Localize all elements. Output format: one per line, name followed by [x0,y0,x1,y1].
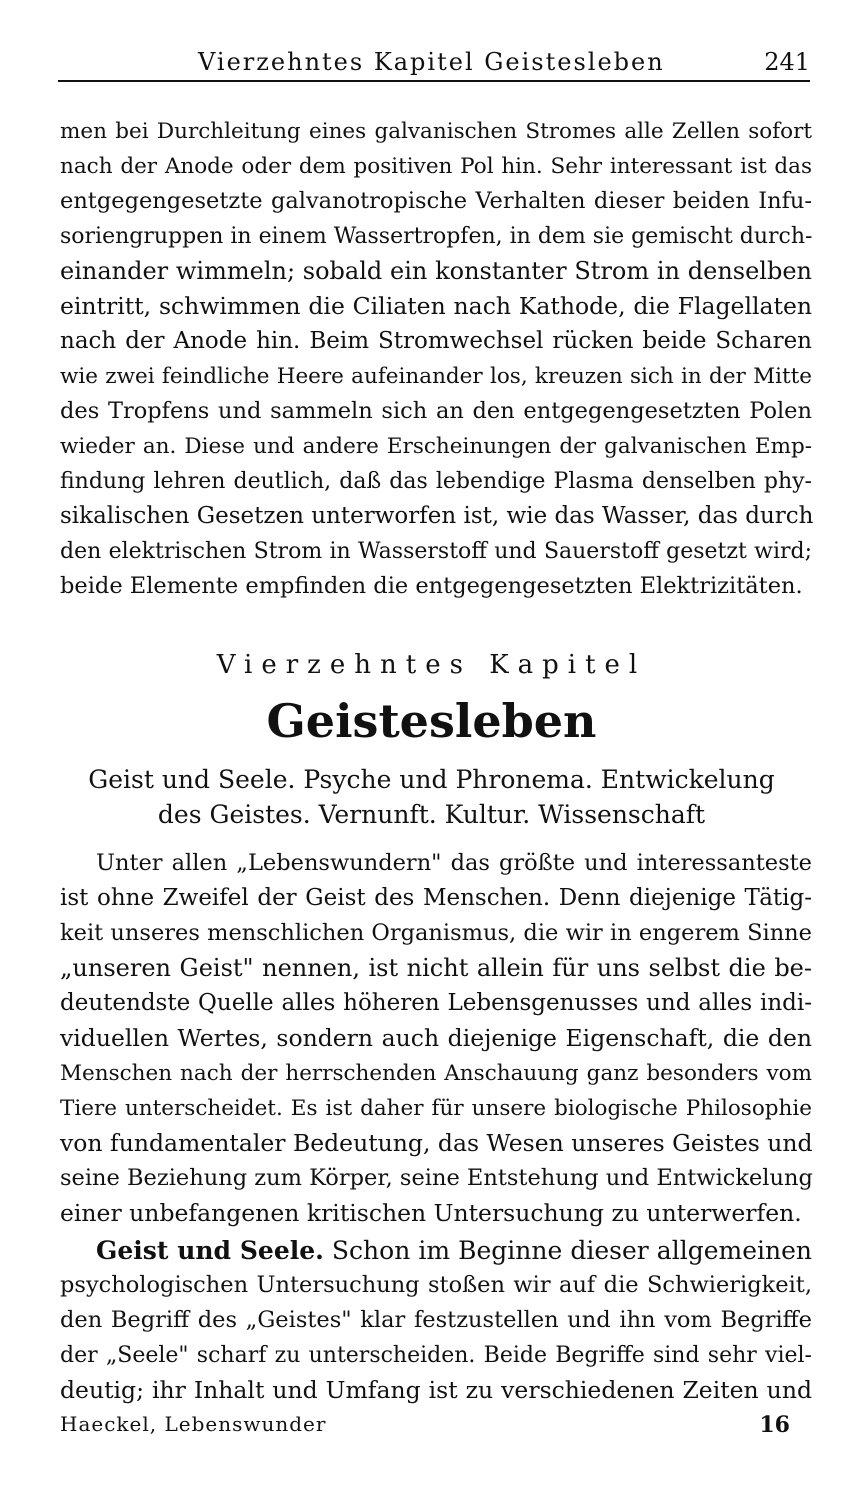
text-line: eintritt, schwimmen die Ciliaten nach Kathode, die Flagellaten [60,292,812,320]
paragraph-introduction [60,846,812,1231]
text-line: des Tropfens und sammeln sich an den entgegengesetzten Polen [60,398,812,424]
text-line: Menschen nach der herrschenden Anschauung ganz besonders vom [60,1061,812,1086]
running-title: Vierzehntes Kapitel Geistesleben [198,48,665,76]
text-line: wieder an. Diese und andere Erscheinungen der galvanischen Emp- [60,434,812,459]
text-line: psychologischen Untersuchung stoßen wir auf die Schwierigkeit, [60,1272,812,1298]
signature-number: 16 [759,1412,790,1438]
printer-signature: Haeckel, Lebenswunder [60,1412,327,1436]
page-number: 241 [764,48,810,76]
text-line: findung lehren deutlich, daß das lebendige Plasma denselben phy- [60,469,812,494]
text-line: Unter allen „Lebenswundern" das größte und interessanteste [96,850,812,876]
running-head [58,44,810,84]
text-line: seine Beziehung zum Körper, seine Entstehung und Entwickelung [60,1165,813,1191]
text-line [60,1233,812,1268]
text-line: deutendste Quelle alles höheren Lebensgenusses und alles indi- [60,990,812,1016]
text-span: Schon im Beginne dieser allgemeinen [323,1236,812,1265]
text-line: einer unbefangenen kritischen Untersuchung zu unterwerfen. [60,1199,802,1227]
text-line: sikalischen Gesetzen unterworfen ist, wie das Wasser, das durch [60,503,814,529]
text-line: einander wimmeln; sobald ein konstanter Strom in denselben [60,257,812,285]
paragraph-continuation [60,114,812,604]
text-line: ist ohne Zweifel der Geist des Menschen. Denn diejenige Tätig- [60,885,812,911]
text-line: wie zwei feindliche Heere aufeinander los, kreuzen sich in der Mitte [60,364,812,389]
text-line: „unseren Geist" nennen, ist nicht allein für uns selbst die be- [60,954,812,982]
text-line: men bei Durchleitung eines galvanischen Stromes alle Zellen sofort [60,119,812,144]
text-line: Tiere unterscheidet. Es ist daher für unsere biologische Philosophie [60,1096,812,1121]
section-run-in-heading: Geist und Seele. [96,1236,324,1265]
text-line: deutig; ihr Inhalt und Umfang ist zu verschiedenen Zeiten und [60,1376,812,1404]
chapter-label: Vierzehntes Kapitel [216,650,647,680]
chapter-title: Geistesleben [266,694,597,748]
text-line: von fundamentaler Bedeutung, das Wesen unseres Geistes und [60,1129,813,1157]
text-line: beide Elemente empfinden die entgegengesetzten Elektrizitäten. [60,573,803,599]
chapter-summary-line: des Geistes. Vernunft. Kultur. Wissenschaft [157,800,706,829]
text-line: nach der Anode oder dem positiven Pol hin. Sehr interessant ist das [60,154,812,179]
page-footer [60,1412,790,1448]
text-line: den elektrischen Strom in Wasserstoff und Sauerstoff gesetzt wird; [60,539,812,564]
paragraph-geist-und-seele [60,1233,812,1408]
text-line: keit unseres menschlichen Organismus, die wir in engerem Sinne [60,920,812,946]
text-line: nach der Anode hin. Beim Stromwechsel rücken beide Scharen [60,328,812,354]
header-rule [58,80,810,82]
text-line: den Begriff des „Geistes" klar festzustellen und ihn vom Begriffe [60,1307,812,1333]
text-line: entgegengesetzte galvanotropische Verhalten dieser beiden Infu- [60,188,812,214]
chapter-summary-line: Geist und Seele. Psyche und Phronema. Entwickelung [88,765,775,794]
text-line: soriengruppen in einem Wassertropfen, in dem sie gemischt durch- [60,224,813,249]
text-line: der „Seele" scharf zu unterscheiden. Beide Begriffe sind sehr viel- [60,1343,812,1368]
text-line: viduellen Wertes, sondern auch diejenige Eigenschaft, die den [60,1024,812,1052]
